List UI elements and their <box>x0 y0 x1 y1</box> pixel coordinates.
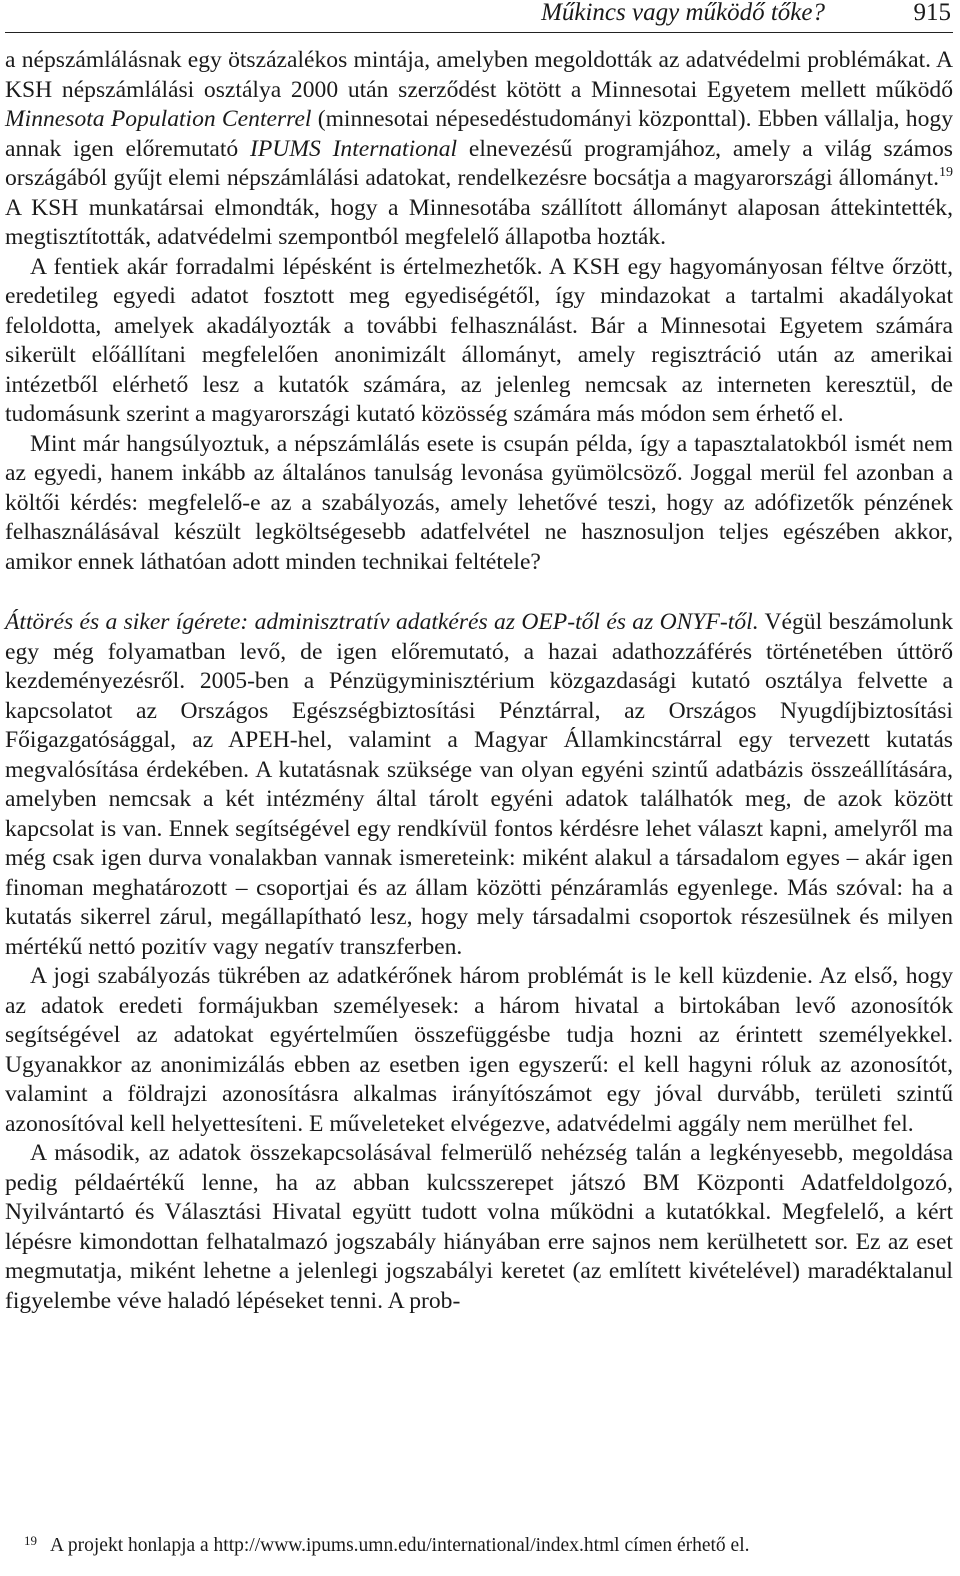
running-header <box>5 0 953 33</box>
running-title: Műkincs vagy működő tőke? <box>541 0 825 26</box>
paragraph <box>5 962 953 1139</box>
book-page <box>5 0 953 1316</box>
footnote <box>0 1533 948 1559</box>
text-run: Végül beszámolunk egy még folyamatban levő, de igen előremutató, a hazai adathozzáférés történetében úttörő kezdeményezésről. 2005-ben a Pénzügyminisztérium közgazdasági kutató osztálya felvette a kapcsolatot az Országos Egészségbiztosítási Pénztárral, az Országos Nyugdíjbiztosítási Főigazgatósággal, az APEH-hel, valamint a Magyar Államkincstárral egy tervezett kutatás megvalósítása érdekében. A kutatásnak szüksége van olyan egyéni szintű adatbázis összeállítására, amelyben nemcsak a két intézmény által tárolt egyéni adatok találhatók meg, de azok között kapcsolat is van. Ennek segítségével egy rendkívül fontos kérdésre lehet választ kapni, amelyről ma még csak igen durva vonalakban vannak ismereteink: miként alakul a társadalom egyes – akár igen finoman meghatározott – csoportjai és az állam közötti pénzáramlás egyenlege. Más szóval: ha a kutatás sikerrel zárul, megállapítható lesz, hogy mely társadalmi csoportok részesülnek és milyen mértékű nettó pozitív vagy negatív transzferben. <box>5 609 953 960</box>
page-number: 915 <box>913 0 951 26</box>
text-run: (minnesotai népesedéstudományi központtal). Ebben vállalja, hogy annak igen előremutató <box>5 106 953 162</box>
text-run: a népszámlálásnak egy ötszázalékos mintája, amelyben megoldották az adatvédelmi problémákat. A KSH népszámlálási osztálya 2000 után szerződést kötött a Minnesotai Egyetem mellett működő <box>5 47 953 103</box>
text-run: A KSH munkatársai elmondták, hogy a Minnesotába szállított állományt alaposan áttekintették, megtisztították, adatvédelmi szempontból megfelelő állapotba hozták. <box>5 194 953 250</box>
italic-text: IPUMS International <box>250 135 458 162</box>
body-text <box>5 46 953 1316</box>
italic-text: Áttörés és a siker ígérete: adminisztratív adatkérés az OEP-től és az ONYF-től. <box>5 609 759 635</box>
footnote-text: A projekt honlapja a http://www.ipums.umn.edu/international/index.html címen érhető el. <box>50 1535 750 1556</box>
text-run: elnevezésű programjához, amely a világ számos országából gyűjt elemi népszámlálási adatokat, rendelkezésre bocsátja a magyarországi állományt. <box>5 135 953 191</box>
footnote-reference: 19 <box>939 165 953 180</box>
footnote-number: 19 <box>24 1533 37 1548</box>
italic-text: Minnesota Population Centerrel <box>5 106 312 132</box>
paragraph-section-start <box>5 608 953 962</box>
text-run: A második, az adatok összekapcsolásával felmerülő nehézség talán a legkényesebb, megoldása pedig példaértékű lenne, ha az abban kulcsszerepet játszó BM Központi Adatfeldolgozó, Nyilvántartó és Választási Hivatal együtt tudott volna működni a kutatókkal. Megfelelő, a kért lépésre kimondottan felhatalmazó jogszabály hiányában erre sajnos nem kerülhetett sor. Ez az eset megmutatja, miként lehetne a jelenlegi jogszabályi keretet (az említett kivételével) maradéktalanul figyelembe véve haladó lépéseket tenni. A prob- <box>5 1140 953 1314</box>
text-run: A jogi szabályozás tükrében az adatkérőnek három problémát is le kell küzdenie. Az első, hogy az adatok eredeti formájukban személyesek: a három hivatal a birtokában levő azonosítók segítségével az adatokat egyértelműen összefüggésbe tudja hozni az érintett személyekkel. Ugyanakkor az anonimizálás ebben az esetben igen egyszerű: el kell hagyni róluk az azonosítót, valamint a földrajzi azonosításra alkalmas irányítószámot egy jóval durvább, területi szintű azonosítóval kell helyettesíteni. E műveleteket elvégezve, adatvédelmi aggály nem merülhet fel. <box>5 963 953 1137</box>
paragraph <box>5 430 953 578</box>
text-run: Mint már hangsúlyoztuk, a népszámlálás esete is csupán példa, így a tapasztalatokból ismét nem az egyedi, hanem inkább az általános tanulság levonása gyümölcsöző. Joggal merül fel azonban a költői kérdés: megfelelő-e az a szabályozás, amely lehetővé teszi, hogy az adófizetők pénzének felhasználásával készült legköltségesebb adatfelvétel ne hasznosuljon teljes egészében akkor, amikor ennek láthatóan adott minden technikai feltétele? <box>5 430 953 575</box>
paragraph <box>5 1139 953 1316</box>
paragraph <box>5 253 953 430</box>
paragraph <box>5 46 953 253</box>
text-run: A fentiek akár forradalmi lépésként is értelmezhetők. A KSH egy hagyományosan féltve őrzött, eredetileg egyedi adatot fosztott meg egyediségétől, így mindazokat a tartalmi akadályokat feloldotta, amelyek akadályozták a további felhasználást. Bár a Minnesotai Egyetem számára sikerült előállítani megfelelően anonimizált állományt, amely regisztráció után az amerikai intézetből elérhető lesz a kutatók számára, az jelenleg nemcsak az interneten keresztül, de tudomásunk szerint a magyarországi kutató közösség számára más módon sem érhető el. <box>5 253 953 427</box>
